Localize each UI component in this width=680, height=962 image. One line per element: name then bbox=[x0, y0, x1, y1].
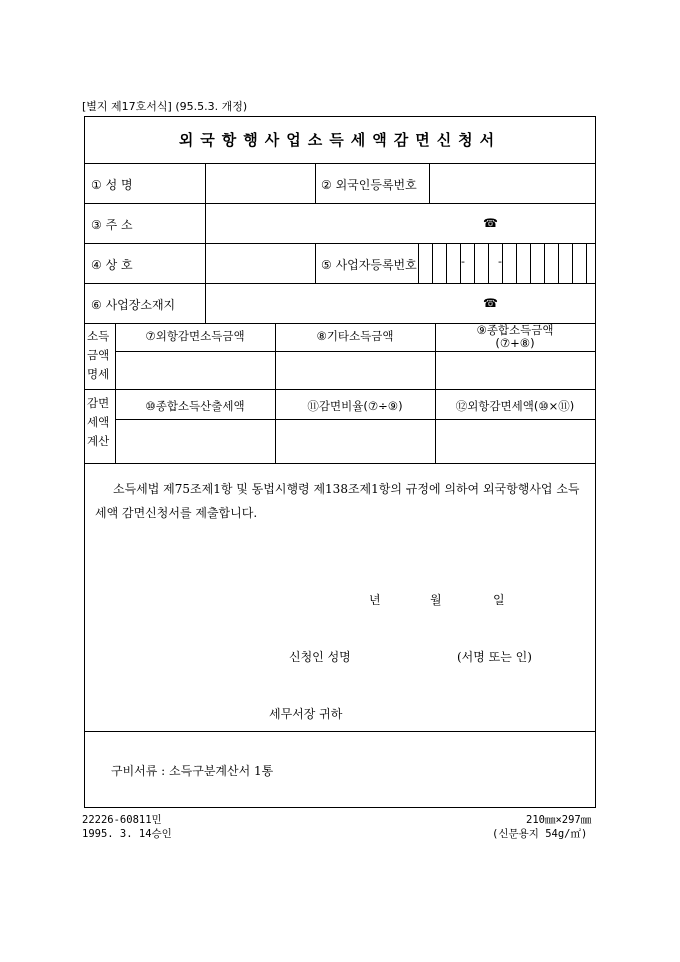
income-col3-field[interactable] bbox=[436, 352, 594, 388]
income-col3-header: ⑨종합소득금액 (⑦+⑧) bbox=[476, 323, 554, 350]
tax-col1-field[interactable] bbox=[116, 420, 274, 462]
phone-icon: ☎ bbox=[483, 216, 498, 230]
applicant-name-field[interactable] bbox=[363, 643, 453, 667]
date-day: 일 bbox=[493, 593, 505, 607]
income-col1-field[interactable] bbox=[116, 352, 274, 388]
phone-icon: ☎ bbox=[483, 296, 498, 310]
form-code: 22226-60811민 bbox=[82, 814, 162, 826]
name-field[interactable] bbox=[206, 164, 314, 202]
income-col2-field[interactable] bbox=[276, 352, 434, 388]
income-col2-header: ⑧기타소득금액 bbox=[316, 329, 394, 343]
tax-col3-header: ⑫외항감면세액(⑩×⑪) bbox=[455, 399, 575, 413]
applicant-name-label: 신청인 성명 bbox=[289, 650, 351, 664]
tax-col3-field[interactable] bbox=[436, 420, 594, 462]
name-label: ① 성 명 bbox=[91, 178, 133, 192]
reg-dash-1: - bbox=[461, 255, 465, 268]
address-field[interactable] bbox=[206, 204, 594, 242]
address-label: ③ 주 소 bbox=[91, 218, 133, 232]
foreign-reg-no-label: ② 외국인등록번호 bbox=[321, 178, 417, 192]
approval-date: 1995. 3. 14승인 bbox=[82, 828, 172, 840]
statement-text: 소득세법 제75조제1항 및 동법시행령 제138조제1항의 규정에 의하여 외국항행사업 소득세액 감면신청서를 제출합니다. bbox=[95, 482, 580, 520]
workplace-label: ⑥ 사업장소재지 bbox=[91, 298, 176, 312]
reg-dash-2: - bbox=[498, 255, 502, 268]
attachments-note: 구비서류 : 소득구분계산서 1통 bbox=[111, 764, 274, 778]
form-title: 외국항행사업소득세액감면신청서 bbox=[178, 131, 502, 149]
tax-col2-field[interactable] bbox=[276, 420, 434, 462]
income-side-label: 소득 금액 명세 bbox=[87, 329, 110, 381]
date-year: 년 bbox=[369, 593, 381, 607]
signature-note: (서명 또는 인) bbox=[457, 650, 532, 664]
foreign-reg-no-field[interactable] bbox=[430, 164, 594, 202]
tax-side-label: 감면 세액 계산 bbox=[87, 396, 110, 448]
trade-name-label: ④ 상 호 bbox=[91, 258, 133, 272]
income-col1-header: ⑦외항감면소득금액 bbox=[145, 329, 245, 343]
tax-col1-header: ⑩종합소득산출세액 bbox=[145, 399, 245, 413]
business-reg-no-boxes[interactable] bbox=[85, 243, 595, 283]
addressee: 세무서장 귀하 bbox=[269, 707, 343, 721]
application-form bbox=[84, 116, 596, 808]
paper-size: 210㎜×297㎜ bbox=[526, 814, 592, 826]
workplace-field[interactable] bbox=[206, 284, 594, 322]
date-month: 월 bbox=[430, 593, 442, 607]
business-reg-no-label: ⑤ 사업자등록번호 bbox=[321, 258, 417, 272]
tax-col2-header: ⑪감면비율(⑦÷⑨) bbox=[307, 399, 403, 413]
paper-type: (신문용지 54g/㎡) bbox=[492, 828, 588, 840]
form-number-label: [별지 제17호서식] (95.5.3. 개정) bbox=[82, 100, 248, 113]
